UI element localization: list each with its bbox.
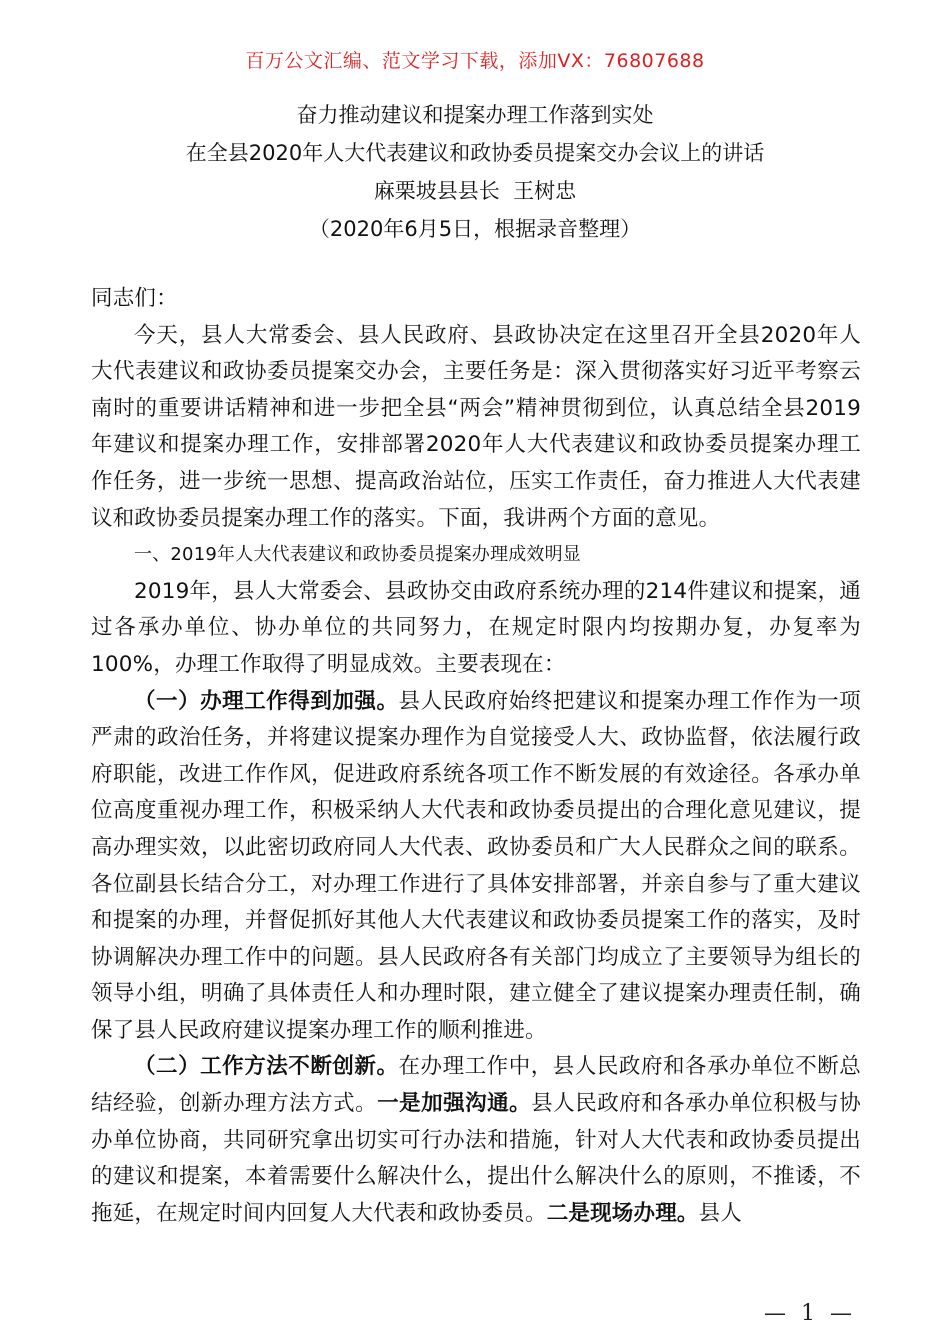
point2-sub2-lead: 二是现场办理。 (546, 1200, 699, 1226)
point2-text-a: 在办理工作中，县人民政府和各承办单位不断总结经验，创新办理方法方式。 (91, 1054, 862, 1117)
point2-text-b: 县人民政府和各承办单位积极与协办单位协商，共同研究拿出切实可行办法和措施，针对人大代表和政协委员提出的建议和提案，本着需要什么解决什么，提出什么解决什么的原则，不推诿，不拖延，在规定时间内回复人大代表和政协委员。 (91, 1091, 861, 1226)
speech-body (91, 281, 861, 1232)
point1-text: 县人民政府始终把建议和提案办理工作作为一项严肃的政治任务，并将建议提案办理作为自觉接受人大、政协监督，依法履行政府职能，改进工作作风，促进政府系统各项工作不断发展的有效途径。各承办单位高度重视办理工作，积极采纳人大代表和政协委员提出的合理化意见建议，提高办理实效，以此密切政府同人大代表、政协委员和广大人民群众之间的联系。各位副县长结合分工，对办理工作进行了具体安排部署，并亲自参与了重大建议和提案的办理，并督促抓好其他人大代表建议和政协委员提案工作的落实，及时协调解决办理工作中的问题。县人民政府各有关部门均成立了主要领导为组长的领导小组，明确了具体责任人和办理时限，建立健全了建议提案办理责任制，确保了县人民政府建议提案办理工作的顺利推进。 (91, 688, 862, 1043)
page-number: — 1 — (764, 1301, 856, 1326)
document-subtitle: 在全县2020年人大代表建议和政协委员提案交办会议上的讲话 (185, 141, 765, 165)
salutation: 同志们： (91, 286, 178, 311)
point2-sub1-lead: 一是加强沟通。 (377, 1091, 532, 1117)
section1-intro-paragraph: 2019年，县人大常委会、县政协交由政府系统办理的214件建议和提案，通过各承办单位、协办单位的共同努力，在规定时限内均按期办复，办复率为100%，办理工作取得了明显成效。主要表现在： (91, 578, 861, 677)
point2-paragraph (91, 1049, 861, 1232)
point2-text-c: 县人 (698, 1200, 743, 1226)
point1-paragraph (91, 684, 861, 1050)
date-note: （2020年6月5日，根据录音整理） (308, 217, 642, 241)
point1-lead: （一）办理工作得到加强。 (134, 688, 399, 714)
header-watermark-note: 百万公文汇编、范文学习下载，添加VX：76807688 (245, 50, 705, 72)
document-title: 奋力推动建议和提案办理工作落到实处 (296, 103, 654, 127)
title-block (0, 96, 950, 248)
intro-paragraph: 今天，县人大常委会、县人民政府、县政协决定在这里召开全县2020年人大代表建议和政协委员提案交办会，主要任务是：深入贯彻落实好习近平考察云南时的重要讲话精神和进一步把全县“两会”精神贯彻到位，认真总结全县2019年建议和提案办理工作，安排部署2020年人大代表建议和政协委员提案办理工作任务，进一步统一思想、提高政治站位，压实工作责任，奋力推进人大代表建议和政协委员提案办理工作的落实。下面，我讲两个方面的意见。 (91, 322, 861, 531)
section-heading-1: 一、2019年人大代表建议和政协委员提案办理成效明显 (134, 544, 582, 566)
speaker-line: 麻栗坡县县长 王树忠 (373, 179, 577, 203)
point2-lead: （二）工作方法不断创新。 (134, 1054, 399, 1080)
